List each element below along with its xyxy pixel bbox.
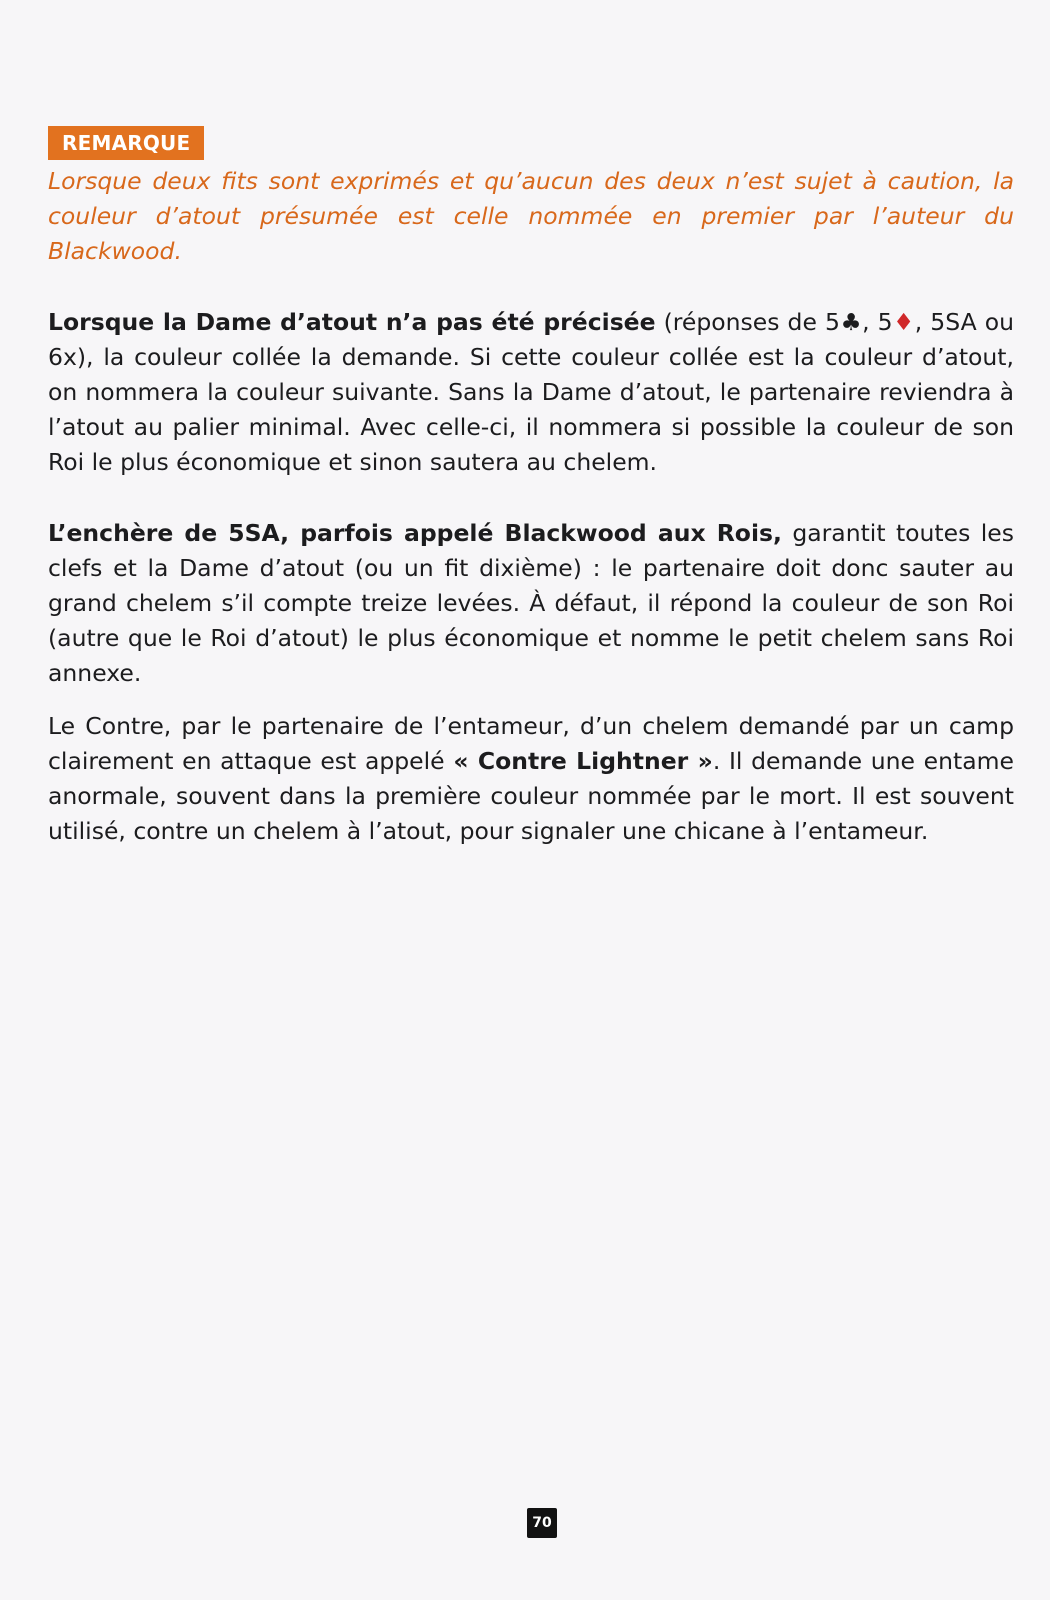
remark-text: Lorsque deux fits sont exprimés et qu’aucun des deux n’est sujet à caution, la couleur d’atout présumée est celle nommée en premier par l’auteur du Blackwood. — [48, 167, 1014, 265]
page-number: 70 — [527, 1508, 557, 1538]
paragraph3-emphasis: « Contre Lightner » — [453, 747, 713, 775]
diamond-suit-icon: ♦ — [892, 308, 915, 336]
paragraph1-text-c: , 5SA ou 6x), la couleur collée la demande. Si cette couleur collée est la couleur d’atout, on nommera la couleur suivante. Sans la Dame d’atout, le partenaire reviendra à l’atout au palier minimal. Avec celle-ci, il nommera si possible la couleur de son Roi le plus économique et sinon sautera au chelem. — [48, 308, 1014, 476]
paragraph2-text: garantit toutes les clefs et la Dame d’atout (ou un fit dixième) : le partenaire doit donc sauter au grand chelem s’il compte treize levées. À défaut, il répond la couleur de son Roi (autre que le Roi d’atout) le plus économique et nomme le petit chelem sans Roi annexe. — [48, 519, 1014, 687]
paragraph1-text-a: (réponses de 5 — [655, 308, 840, 336]
club-suit-icon: ♣ — [839, 308, 863, 336]
paragraph3-text-b: . Il demande une entame anormale, souvent dans la première couleur nommée par le mort. Il est souvent utilisé, contre un chelem à l’atout, pour signaler une chicane à l’entameur. — [48, 747, 1014, 845]
remark-badge: REMARQUE — [48, 126, 204, 160]
paragraph1-lead: Lorsque la Dame d’atout n’a pas été précisée — [48, 308, 656, 336]
paragraph3-text-a: Le Contre, par le partenaire de l’entameur, d’un chelem demandé par un camp clairement en attaque est appelé — [48, 712, 1014, 775]
paragraph-dame-atout — [48, 305, 1014, 480]
paragraph1-text-b: , 5 — [862, 308, 893, 336]
page-content — [48, 126, 1014, 849]
paragraph-blackwood-rois — [48, 516, 1014, 691]
paragraph2-lead: L’enchère de 5SA, parfois appelé Blackwood aux Rois, — [48, 519, 782, 547]
paragraph-contre-lightner — [48, 709, 1014, 849]
